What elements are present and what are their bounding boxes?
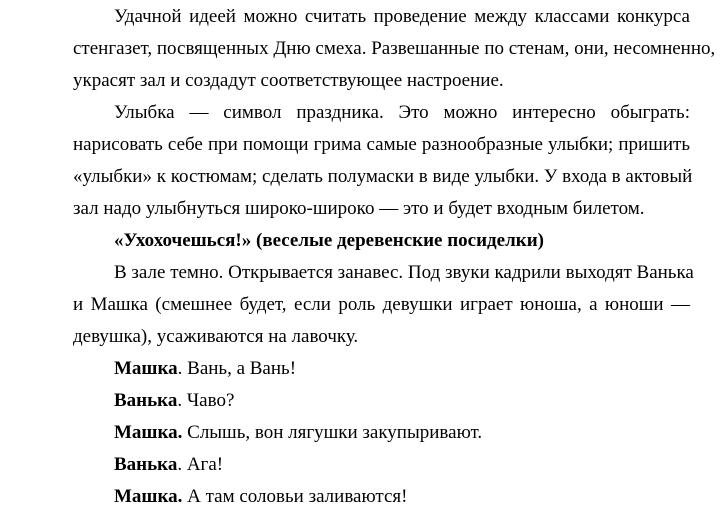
paragraph-2-line-2: нарисовать себе при помощи грима самые разнообразные улыбки; пришить — [73, 134, 690, 155]
paragraph-1-line-3: украсят зал и создадут соответствующее настроение. — [73, 70, 504, 91]
paragraph-1-line-1: Удачной идеей можно считать проведение между классами конкурса — [114, 6, 690, 27]
speaker-name: Машка — [114, 358, 178, 379]
dialogue-text: Слышь, вон лягушки закупыривают. — [182, 422, 483, 443]
dialogue-line — [114, 454, 690, 476]
speaker-name: Ванька — [114, 454, 178, 475]
dialogue-line — [114, 358, 690, 380]
paragraph-3-line-1: В зале темно. Открывается занавес. Под звуки кадрили выходят Ванька — [114, 262, 694, 283]
speaker-name: Ванька — [114, 390, 178, 411]
dialogue-text: . Вань, а Вань! — [177, 358, 297, 379]
paragraph-2-line-4: зал надо улыбнуться широко-широко — это и будет входным билетом. — [73, 198, 645, 219]
paragraph-2-line-1: Улыбка — символ праздника. Это можно интересно обыграть: — [114, 102, 690, 123]
dialogue-text: . Ага! — [177, 454, 224, 475]
paragraph-2-line-3: «улыбки» к костюмам; сделать полумаски в виде улыбки. У входа в актовый — [73, 166, 693, 187]
dialogue-text: А там соловьи заливаются! — [182, 486, 408, 507]
paragraph-3-line-3: девушка), усаживаются на лавочку. — [73, 326, 359, 347]
dialogue-line — [114, 422, 690, 444]
speaker-name: Машка. — [114, 422, 183, 443]
paragraph-3-line-2: и Машка (смешнее будет, если роль девушки играет юноша, а юноши — — [73, 294, 690, 315]
paragraph-1-line-2: стенгазет, посвященных Дню смеха. Развешанные по стенам, они, несомненно, — [73, 38, 716, 59]
dialogue-text: . Чаво? — [177, 390, 235, 411]
section-heading: «Ухохочешься!» (веселые деревенские посиделки) — [114, 230, 544, 251]
speaker-name: Машка. — [114, 486, 183, 507]
dialogue-line — [114, 486, 690, 508]
dialogue-line — [114, 390, 690, 412]
